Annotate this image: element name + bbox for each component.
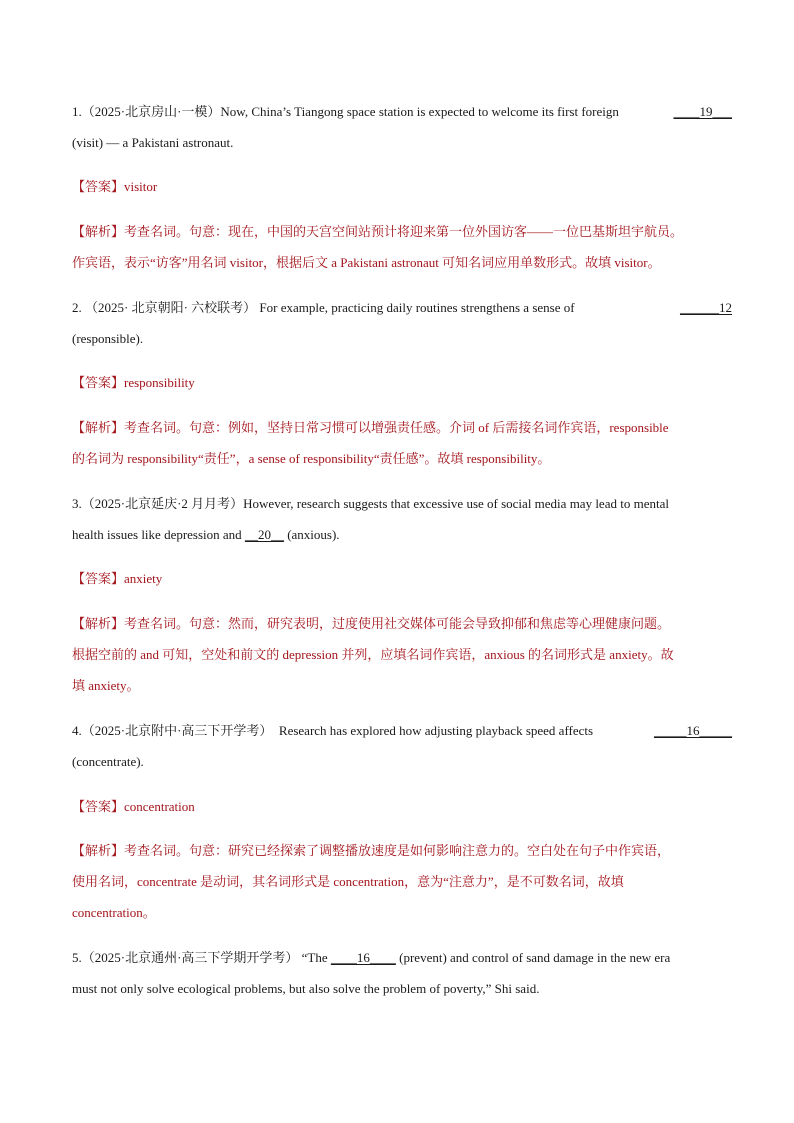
question-5-line-1 [72,950,732,966]
answer-3 [72,571,732,587]
analysis-1-line-2: 作宾语，表示“访客”用名词 visitor，根据后文 a Pakistani astronaut 可知名词应用单数形式。故填 visitor。 [72,255,661,270]
question-4-blank: _____16_____ [654,723,732,738]
answer-tag: 【答案】 [72,179,125,194]
question-3-text-2b: (anxious). [287,527,340,542]
question-3-blank: __20__ [244,527,284,542]
question-3-text-2a: health issues like depression and [72,527,242,542]
question-3-line-1: 3.（2025·北京延庆·2 月月考）However, research suggests that excessive use of social media may lead to mental [72,496,669,511]
question-3-line-2 [72,527,732,543]
answer-4 [72,799,732,815]
question-4-text: 4.（2025·北京附中·高三下开学考） Research has explored how adjusting playback speed affects [72,723,594,738]
analysis-tag: 【解析】 [72,843,125,858]
answer-2-value: responsibility [124,375,195,390]
analysis-4-line-1 [72,843,732,859]
answer-4-value: concentration [124,799,195,814]
analysis-3-line-2: 根据空前的 and 可知，空处和前文的 depression 并列，应填名词作宾语，anxious 的名词形式是 anxiety。故 [72,647,674,662]
analysis-tag: 【解析】 [72,224,125,239]
analysis-4-text-1: 考查名词。句意：研究已经探索了调整播放速度是如何影响注意力的。空白处在句子中作宾语， [124,843,671,858]
analysis-tag: 【解析】 [72,420,125,435]
analysis-3-line-3: 填 anxiety。 [72,678,140,693]
question-1-blank: ____19___ [673,104,732,119]
question-4-line-1 [72,723,732,739]
question-2-text: 2. （2025· 北京朝阳· 六校联考） For example, practicing daily routines strengthens a sense of [72,300,575,315]
analysis-1-text-1: 考查名词。句意：现在，中国的天宫空间站预计将迎来第一位外国访客——一位巴基斯坦宇航员。 [124,224,684,239]
question-2-blank: ______12 [680,300,732,315]
analysis-2-text-1: 考查名词。句意：例如，坚持日常习惯可以增强责任感。介词 of 后需接名词作宾语，responsible [124,420,669,435]
question-4-line-2: (concentrate). [72,754,144,769]
answer-tag: 【答案】 [72,799,125,814]
answer-tag: 【答案】 [72,375,125,390]
analysis-3-line-1 [72,616,732,632]
question-2-line-2: (responsible). [72,331,144,346]
question-5-line-2: must not only solve ecological problems, but also solve the problem of poverty,” Shi said. [72,981,540,996]
answer-1 [72,179,732,195]
question-5-text-1a: 5.（2025·北京通州·高三下学期开学考） “The [72,950,328,965]
question-5-blank: ____16____ [330,950,396,965]
answer-1-value: visitor [124,179,158,194]
analysis-2-line-1 [72,420,732,436]
analysis-2-line-2: 的名词为 responsibility“责任”，a sense of responsibility“责任感”。故填 responsibility。 [72,451,551,466]
question-1-text: 1.（2025·北京房山·一模）Now, China’s Tiangong space station is expected to welcome its first foreign [72,104,619,119]
analysis-tag: 【解析】 [72,616,125,631]
answer-3-value: anxiety [124,571,163,586]
question-1-line-2: (visit) — a Pakistani astronaut. [72,135,234,150]
question-5-text-1b: (prevent) and control of sand damage in the new era [399,950,671,965]
analysis-3-text-1: 考查名词。句意：然而，研究表明，过度使用社交媒体可能会导致抑郁和焦虑等心理健康问题。 [124,616,671,631]
question-1-line-1 [72,104,732,120]
answer-tag: 【答案】 [72,571,125,586]
analysis-4-line-2: 使用名词，concentrate 是动词，其名词形式是 concentration，意为“注意力”，是不可数名词，故填 [72,874,624,889]
question-2-line-1 [72,300,732,316]
analysis-4-line-3: concentration。 [72,905,156,920]
analysis-1-line-1 [72,224,732,240]
answer-2 [72,375,732,391]
